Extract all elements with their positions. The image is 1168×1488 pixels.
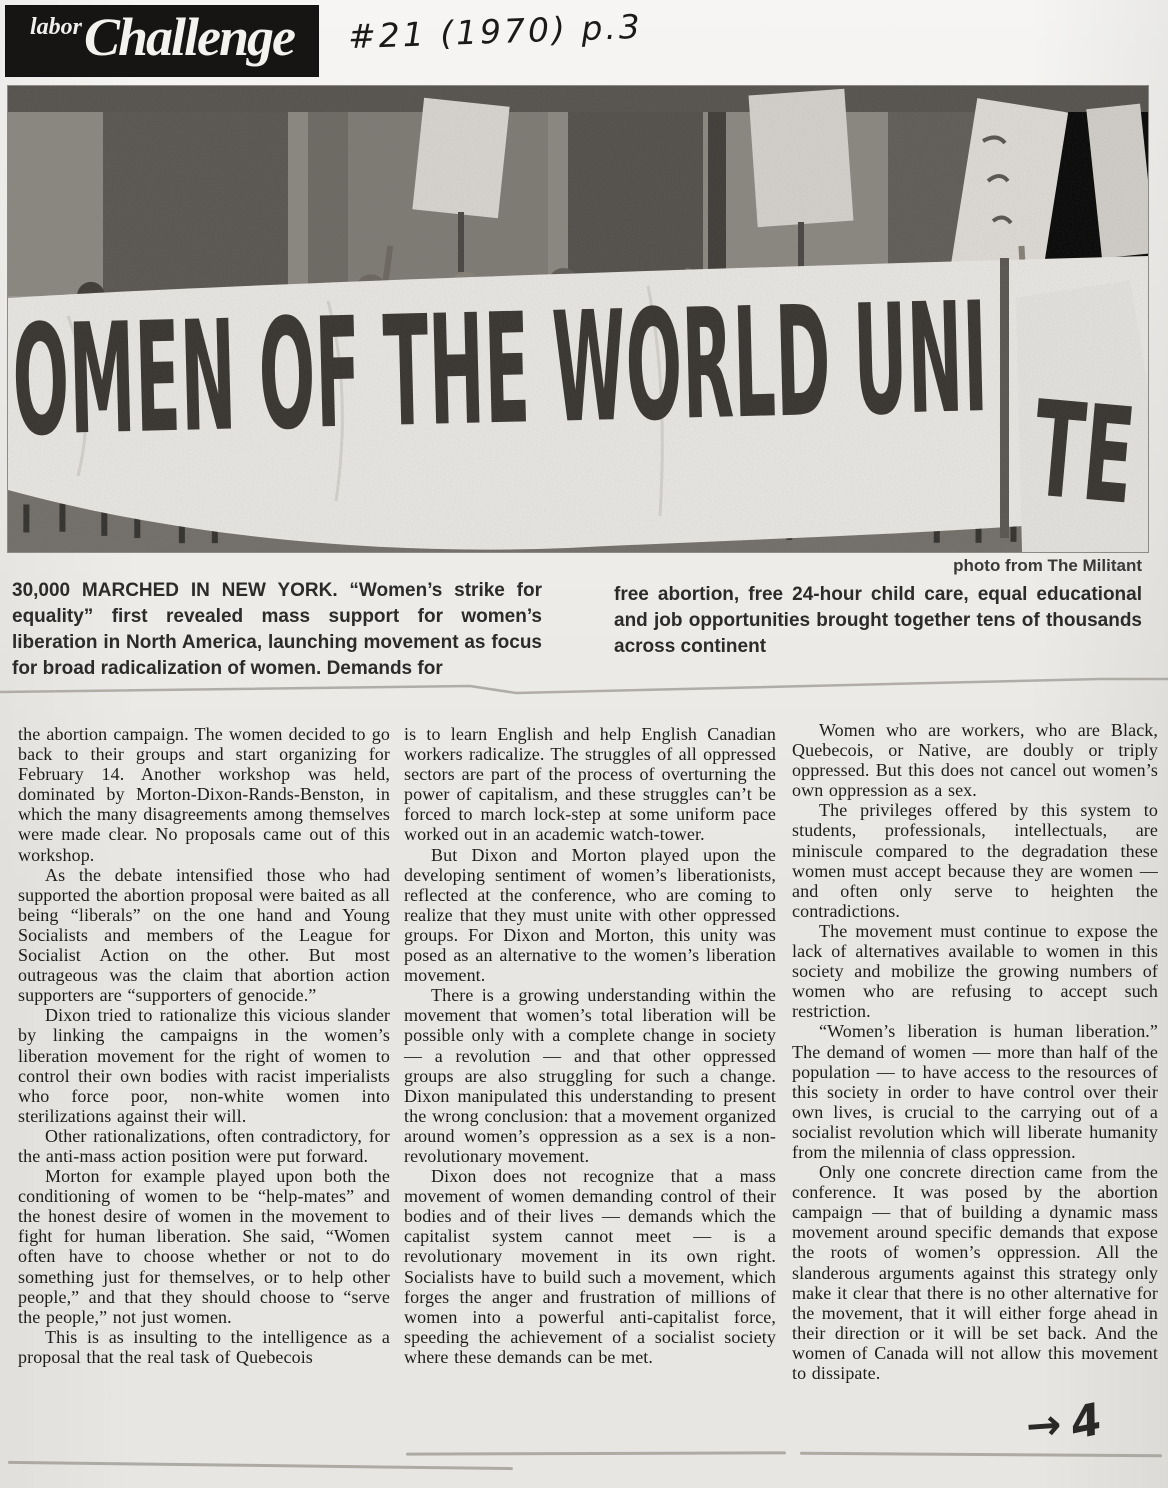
handwritten-issue-reference: #21 (1970) p.3 <box>347 6 644 57</box>
handwritten-page-number: 4 <box>1066 1393 1107 1451</box>
paragraph: As the debate intensified those who had supported the abortion proposal were baited as all being “liberals” on the one hand and Young Socialists and members of the League for Socialist Action on the other. But most outrageous was the claim that abortion action supporters are “supporters of genocide.” <box>18 864 390 1006</box>
clipping-edge-bottom-left <box>8 1461 513 1470</box>
paragraph: Women who are workers, who are Black, Quebecois, or Native, are doubly or triply oppressed. But this does not cancel out women’s own oppression as a sex. <box>792 720 1158 801</box>
article-column-3 <box>792 720 1158 1383</box>
masthead-brand-small: labor <box>29 14 82 40</box>
paragraph: is to learn English and help English Canadian workers radicalize. The struggles of all oppressed sectors are part of the process of overturning the power of capitalism, and these struggles can’t be forced to march lock-step at some uniform pace worked out in an academic watch-tower. <box>404 724 776 845</box>
paragraph: But Dixon and Morton played upon the developing sentiment of women’s liberationists, reflected at the conference, who are coming to realize that they must unite with other oppressed groups. For Dixon and Morton, this unity was posed as an alternative to the women’s liberation movement. <box>404 844 776 986</box>
paragraph: This is as insulting to the intelligence as a proposal that the real task of Quebecois <box>18 1326 390 1367</box>
photo-grain-texture <box>8 86 1148 552</box>
march-photo <box>8 86 1148 552</box>
handwritten-continuation-note <box>1024 1393 1107 1451</box>
masthead-logo <box>6 6 318 76</box>
article-column-1 <box>18 724 390 1367</box>
caption-left: 30,000 MARCHED IN NEW YORK. “Women’s strike for equality” first revealed mass support for women’s liberation in North America, launching movement as focus for broad radicalization of women. Demands for <box>12 580 542 679</box>
paragraph: The privileges offered by this system to students, professionals, intellectuals, are miniscule compared to the degradation these women must accept because they are women — and often only serve to heighten the contradictions. <box>792 800 1158 921</box>
caption-right: free abortion, free 24-hour child care, equal educational and job opportunities brought together tens of thousands across continent <box>614 584 1142 657</box>
paragraph: Dixon tried to rationalize this vicious slander by linking the campaigns in the women’s liberation movement for the right of women to control their own bodies with racist imperialists who force poor, non-white women into sterilizations against their will. <box>18 1005 390 1126</box>
paragraph: Morton for example played upon both the conditioning of women to be “help-mates” and the honest desire of women in the movement to fight for human liberation. She said, “Women often have to choose whether or not to do something just for themselves, or to help other people,” and that they should choose to “serve the people,” not just women. <box>18 1166 390 1327</box>
paragraph: Only one concrete direction came from the conference. It was posed by the abortion campaign — that of building a dynamic mass movement around specific demands that expose the roots of women’s oppression. All the slanderous arguments against this strategy only make it clear that there is no other alternative for the movement, that it will either forge ahead in their direction or it will be set back. And the women of Canada will not allow this movement to dissipate. <box>792 1162 1158 1383</box>
paragraph: “Women’s liberation is human liberation.” The demand of women — more than half of the population — to have access to the resources of this society in order to have control over their own lives, is crucial to the carrying out of a socialist revolution which will liberate humanity from the milennia of class oppression. <box>792 1021 1158 1162</box>
paragraph: Other rationalizations, often contradictory, for the anti-mass action position were put forward. <box>18 1125 390 1166</box>
clipping-edge-bottom-middle <box>406 1451 786 1455</box>
photo-credit: photo from The Militant <box>953 556 1142 575</box>
paragraph: Dixon does not recognize that a mass movement of women demanding control of their bodies and of their lives — demands which the capitalist system cannot meet — is a revolutionary movement in its own right. Socialists have to build such a movement, which forges the anger and frustration of millions of women into a powerful anti-capitalist force, speeding the achievement of a socialist society where these demands can be met. <box>404 1166 776 1367</box>
paragraph: There is a growing understanding within the movement that women’s total liberation will be possible only with a complete change in society — a revolution — and that other oppressed groups are also struggling for such a change. Dixon manipulated this understanding to present the wrong conclusion: that a movement organized around women’s oppression as a sex is a non-revolutionary movement. <box>404 985 776 1166</box>
clipping-edge-bottom-right <box>800 1452 1162 1458</box>
paragraph: The movement must continue to expose the lack of alternatives available to women in this society and mobilize the growing numbers of women who are refusing to accept such restriction. <box>792 920 1158 1022</box>
article-column-2 <box>404 724 776 1367</box>
handwritten-arrow-icon: → <box>1024 1399 1063 1451</box>
paragraph: the abortion campaign. The women decided to go back to their groups and start organizing for February 14. Another workshop was held, dominated by Morton-Dixon-Rands-Benston, in which the many disagreements among themselves were made clear. No proposals came out of this workshop. <box>18 724 390 865</box>
masthead-brand-large: Challenge <box>83 7 295 67</box>
clipping-edge-top <box>0 676 1168 700</box>
